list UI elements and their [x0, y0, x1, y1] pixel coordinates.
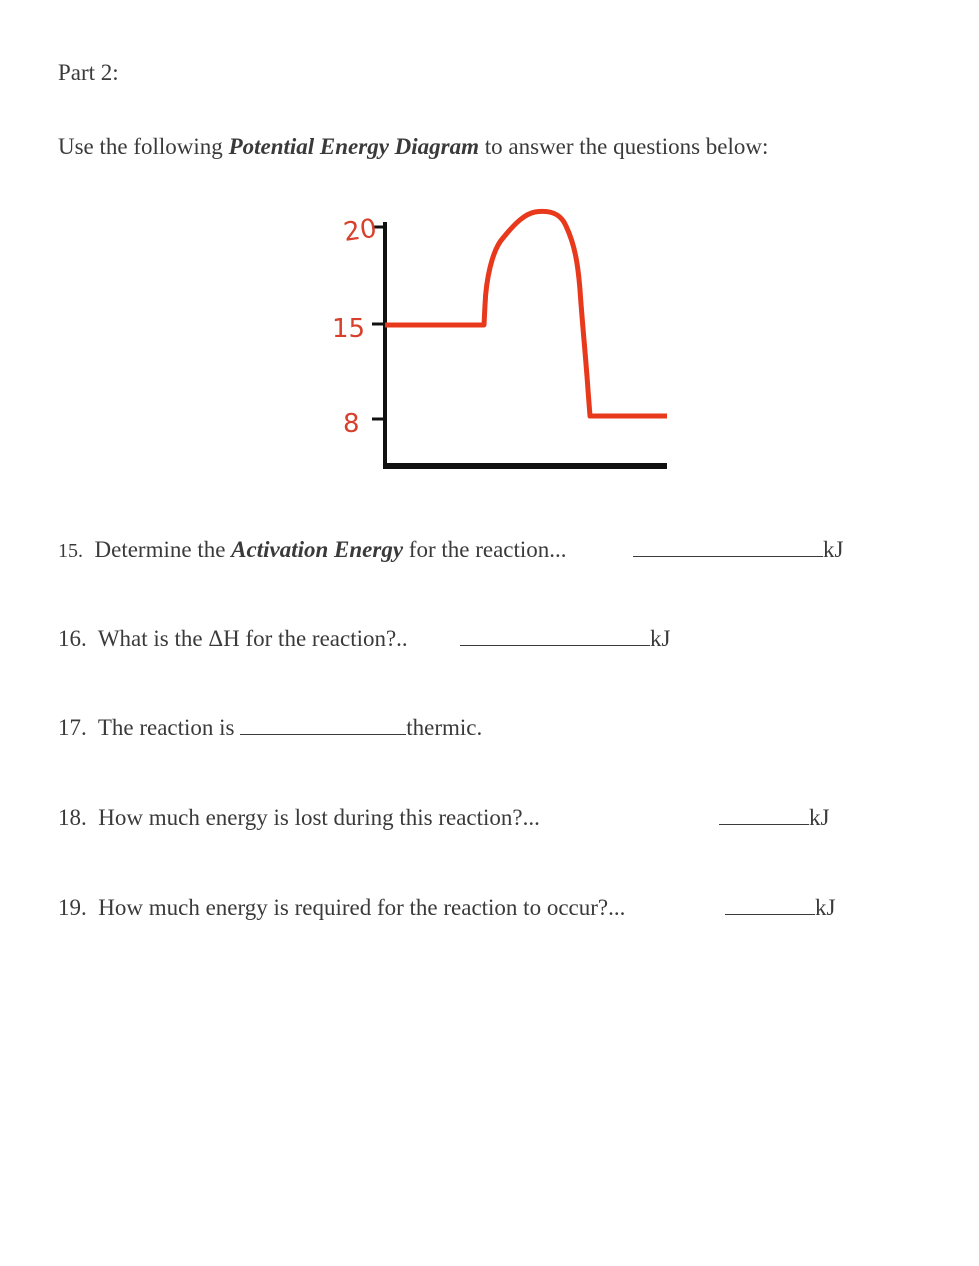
answer-15-unit: kJ — [823, 537, 844, 562]
question-16-text: What is the ΔH for the reaction?.. — [97, 626, 414, 651]
answer-18-unit: kJ — [809, 805, 830, 830]
answer-18 — [719, 806, 829, 829]
y-tick-label-20: 20 — [341, 213, 379, 248]
question-15-number: 15. — [58, 540, 83, 562]
energy-curve — [385, 211, 667, 416]
answer-16-blank[interactable] — [460, 627, 650, 646]
answer-19-blank[interactable] — [725, 896, 815, 915]
instructions-suffix: to answer the questions below: — [479, 134, 769, 159]
question-15-text-suffix: for the reaction... — [403, 537, 573, 562]
question-15 — [58, 538, 572, 561]
question-16-number: 16. — [58, 626, 87, 651]
question-18-text: How much energy is lost during this reaction?... — [98, 805, 540, 830]
question-17-text: The reaction is — [97, 715, 241, 740]
answer-17-blank[interactable] — [240, 716, 406, 735]
instructions-emphasis: Potential Energy Diagram — [228, 134, 480, 159]
question-15-text-prefix: Determine the — [94, 537, 232, 562]
answer-15 — [633, 538, 843, 561]
question-15-emphasis: Activation Energy — [231, 537, 404, 562]
part-title: Part 2: — [58, 60, 119, 85]
answer-15-blank[interactable] — [633, 538, 823, 557]
y-tick-label-15: 15 — [332, 314, 366, 344]
question-16 — [58, 627, 413, 650]
question-17-number: 17. — [58, 715, 87, 740]
y-tick-label-8: 8 — [343, 409, 360, 439]
answer-17-unit: thermic. — [406, 715, 483, 740]
question-17 — [58, 716, 482, 739]
question-18 — [58, 806, 540, 829]
answer-19-unit: kJ — [815, 895, 836, 920]
answer-18-blank[interactable] — [719, 806, 809, 825]
question-18-number: 18. — [58, 805, 87, 830]
answer-19 — [725, 896, 835, 919]
instructions — [58, 135, 768, 158]
answer-16-unit: kJ — [650, 626, 671, 651]
potential-energy-diagram — [320, 200, 680, 480]
question-19-number: 19. — [58, 895, 87, 920]
question-19 — [58, 896, 625, 919]
answer-16 — [460, 627, 670, 650]
instructions-prefix: Use the following — [58, 134, 229, 159]
question-19-text: How much energy is required for the reaction to occur?... — [98, 895, 626, 920]
